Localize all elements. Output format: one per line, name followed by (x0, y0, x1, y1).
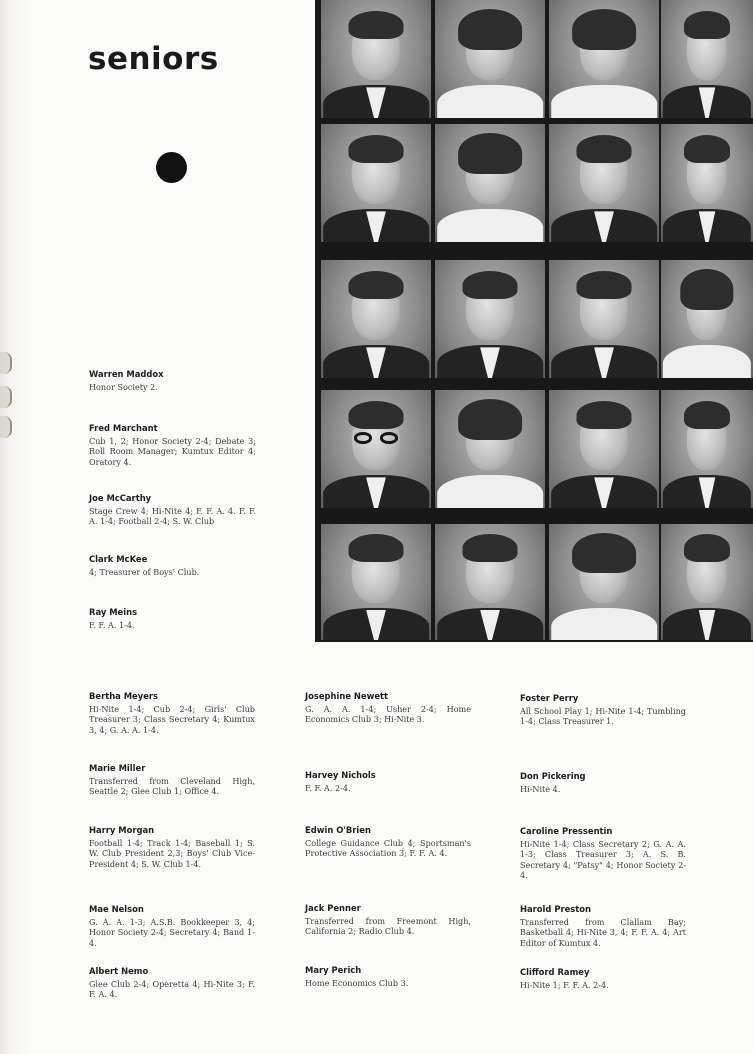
student-name: Jack Penner (305, 903, 361, 913)
student-name: Warren Maddox (89, 369, 164, 379)
student-portrait (321, 390, 431, 508)
portrait-hair (463, 534, 518, 562)
student-entry (89, 606, 256, 630)
student-entry (89, 492, 256, 527)
portrait-hair (458, 9, 522, 49)
student-entry (520, 903, 686, 948)
student-activities: All School Play 1; Hi-Nite 1-4; Tumbling 1-4; Class Treasurer 1. (520, 706, 686, 727)
student-activities: Hi-Nite 4. (520, 784, 561, 794)
student-portrait (549, 124, 659, 242)
portrait-hair (577, 135, 632, 163)
student-portrait (661, 0, 753, 118)
portrait-hair (349, 401, 404, 429)
student-entry (89, 824, 255, 869)
student-entry (89, 903, 255, 948)
student-name: Clifford Ramey (520, 967, 590, 977)
portrait-hair (680, 269, 733, 309)
decorative-dot (156, 152, 187, 183)
student-activities: G. A. A. 1-4; Usher 2-4; Home Economics Club 3; Hi-Nite 3. (305, 704, 471, 725)
student-entry (520, 692, 686, 727)
portrait-hair (572, 533, 636, 572)
portrait-body (437, 209, 543, 242)
student-entry (305, 769, 471, 793)
student-name: Mae Nelson (89, 904, 144, 914)
student-name: Bertha Meyers (89, 691, 158, 701)
portrait-hair (458, 133, 522, 173)
student-portrait (549, 524, 659, 640)
student-entry (89, 762, 255, 797)
student-portrait (661, 524, 753, 640)
student-activities: Hi-Nite 1; F. F. A. 2-4. (520, 980, 609, 990)
student-portrait (661, 260, 753, 378)
student-portrait (321, 524, 431, 640)
student-portrait (661, 124, 753, 242)
student-entry (89, 368, 256, 392)
student-activities: Glee Club 2-4; Operetta 4; Hi-Nite 3; F. F. A. 4. (89, 979, 255, 1000)
student-portrait (435, 390, 545, 508)
student-name: Albert Nemo (89, 966, 149, 976)
student-name: Foster Perry (520, 693, 579, 703)
student-name: Joe McCarthy (89, 493, 152, 503)
student-portrait (321, 0, 431, 118)
student-portrait (549, 260, 659, 378)
student-name: Ray Meins (89, 607, 138, 617)
portrait-hair (684, 401, 730, 429)
student-portrait (435, 524, 545, 640)
student-activities: G. A. A. 1-3; A.S.B. Bookkeeper 3, 4; Honor Society 2-4; Secretary 4; Band 1-4. (89, 917, 255, 948)
binding-mark (0, 416, 12, 438)
portrait-hair (577, 271, 632, 299)
student-name: Clark McKee (89, 554, 148, 564)
student-entry (305, 964, 471, 988)
student-portrait (321, 124, 431, 242)
student-activities: Hi-Nite 1-4; Cub 2-4; Girls' Club Treasurer 3; Class Secretary 4; Kumtux 3, 4; G. A. A. 1-4. (89, 704, 255, 735)
student-name: Caroline Pressentin (520, 826, 613, 836)
student-activities: Hi-Nite 1-4; Class Secretary 2; G. A. A. 1-3; Class Treasurer 3; A. S. B. Secretary 4; "Patsy" 4; Honor Society 2-4. (520, 839, 686, 881)
portrait-hair (349, 534, 404, 562)
portrait-hair (577, 401, 632, 429)
student-name: Don Pickering (520, 771, 586, 781)
student-portrait (321, 260, 431, 378)
portrait-hair (349, 135, 404, 163)
student-entry (305, 824, 471, 859)
student-activities: Cub 1, 2; Honor Society 2-4; Debate 3; Roll Room Manager; Kumtux Editor 4; Oratory 4. (89, 436, 256, 467)
portrait-body (663, 345, 751, 378)
binding-mark (0, 386, 12, 408)
page-title: seniors (88, 41, 219, 77)
student-name: Edwin O'Brien (305, 825, 371, 835)
student-activities: Transferred from Cleveland High, Seattle 2; Glee Club 1; Office 4. (89, 776, 255, 797)
student-activities: F. F. A. 2-4. (305, 783, 351, 793)
student-name: Harry Morgan (89, 825, 155, 835)
portrait-hair (349, 11, 404, 39)
student-portrait (661, 390, 753, 508)
student-activities: Transferred from Freemont High, California 2; Radio Club 4. (305, 916, 471, 937)
student-entry (305, 902, 471, 937)
portrait-hair (463, 271, 518, 299)
student-entry (89, 553, 256, 577)
portrait-body (551, 608, 657, 640)
student-entry (520, 825, 686, 881)
student-activities: F. F. A. 1-4. (89, 620, 135, 630)
student-portrait (549, 0, 659, 118)
student-entry (305, 690, 471, 725)
student-entry (89, 690, 255, 735)
student-activities: Honor Society 2. (89, 382, 158, 392)
student-activities: 4; Treasurer of Boys' Club. (89, 567, 200, 577)
student-name: Josephine Newett (305, 691, 389, 701)
portrait-body (437, 475, 543, 508)
portrait-body (437, 85, 543, 118)
student-name: Mary Perich (305, 965, 362, 975)
student-entry (520, 966, 686, 990)
student-activities: Home Economics Club 3. (305, 978, 409, 988)
portrait-hair (572, 9, 636, 49)
binding-mark (0, 352, 12, 374)
student-portrait (549, 390, 659, 508)
portrait-hair (349, 271, 404, 299)
student-entry (89, 422, 256, 467)
student-entry (520, 770, 686, 794)
student-portrait (435, 0, 545, 118)
portrait-hair (684, 11, 730, 39)
portrait-body (551, 85, 657, 118)
eyeglasses-icon (354, 432, 398, 444)
student-name: Marie Miller (89, 763, 146, 773)
student-name: Harold Preston (520, 904, 591, 914)
student-portrait (435, 124, 545, 242)
student-activities: Stage Crew 4; Hi-Nite 4; F. F. A. 4. F. F. A. 1-4; Football 2-4; S. W. Club (89, 506, 256, 527)
student-entry (89, 965, 255, 1000)
student-name: Harvey Nichols (305, 770, 376, 780)
portrait-hair (684, 135, 730, 163)
student-name: Fred Marchant (89, 423, 158, 433)
portrait-hair (684, 534, 730, 562)
student-activities: Transferred from Clallam Bay; Basketball 4; Hi-Nite 3, 4; F. F. A. 4; Art Editor of Kumtux 4. (520, 917, 686, 948)
portrait-hair (458, 399, 522, 439)
portrait-grid (315, 0, 753, 642)
student-activities: College Guidance Club 4; Sportsman's Protective Association 3; F. F. A. 4. (305, 838, 471, 859)
student-activities: Football 1-4; Track 1-4; Baseball 1; S. W. Club President 2,3; Boys' Club Vice-President 4; S. W. Club 1-4. (89, 838, 255, 869)
student-portrait (435, 260, 545, 378)
